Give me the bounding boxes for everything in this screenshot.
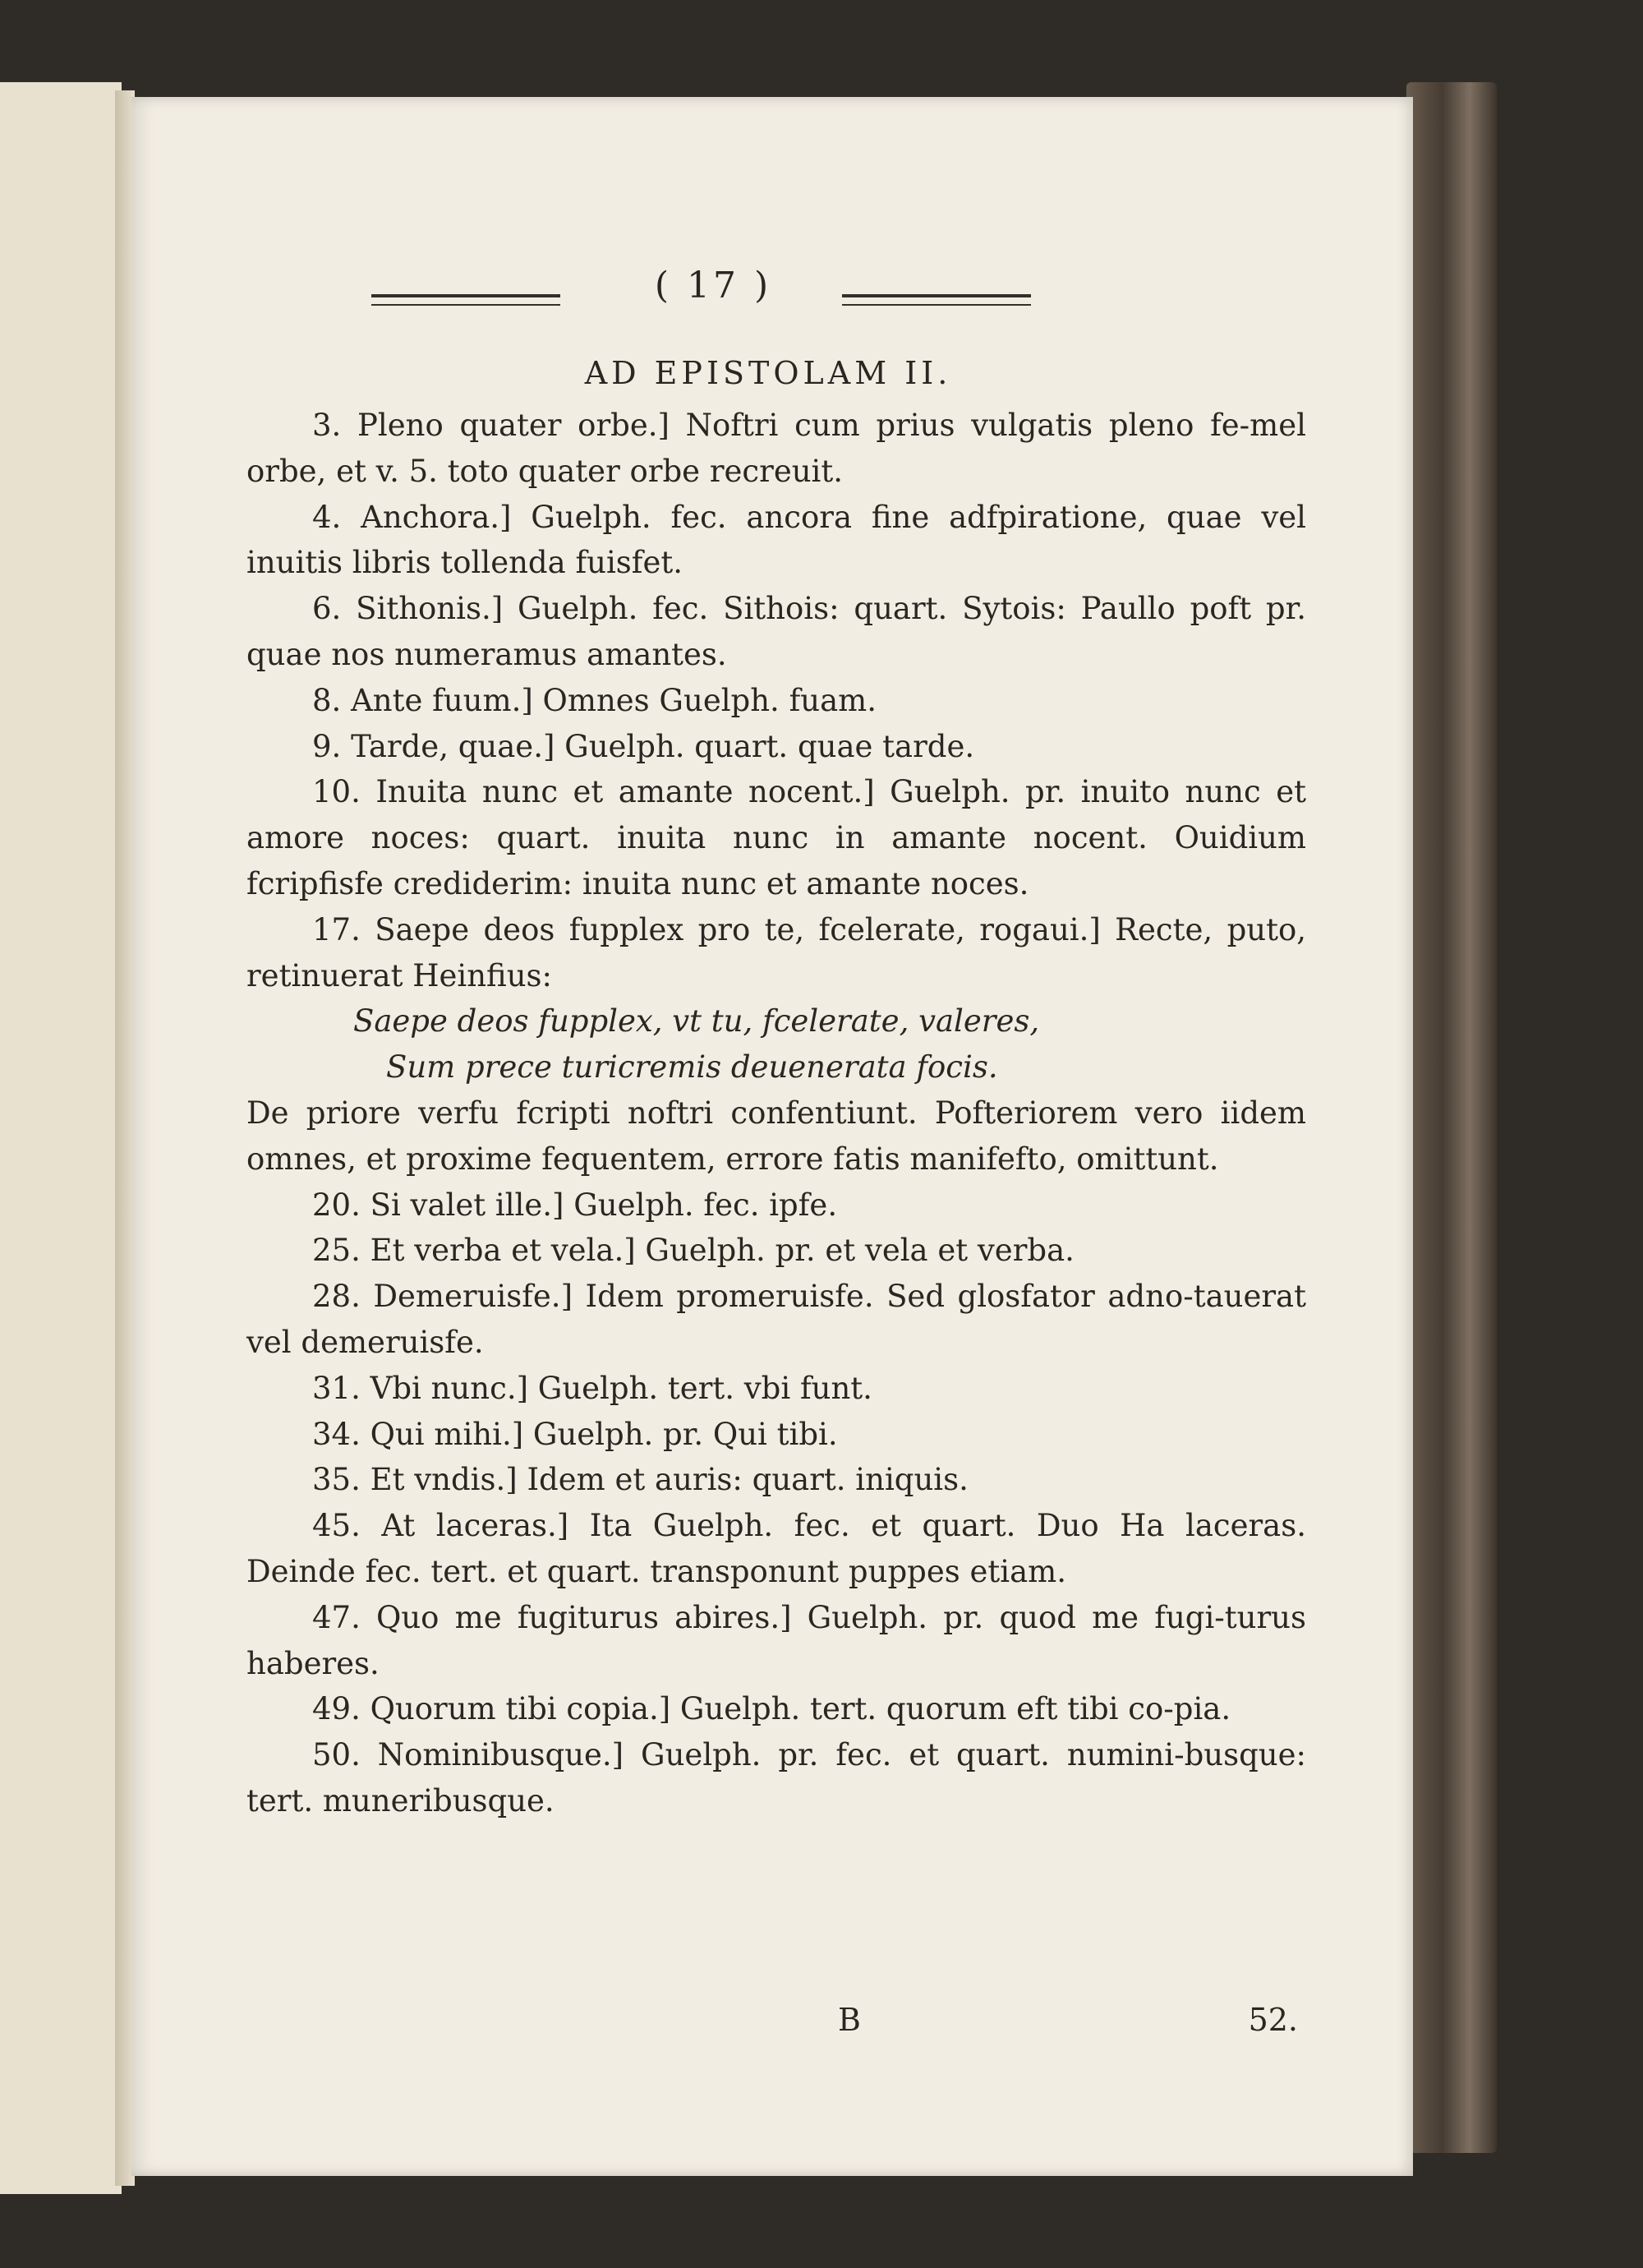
running-title: AD EPISTOLAM II. [584, 355, 952, 391]
note-paragraph: 45. At laceras.] Ita Guelph. fec. et quart. Duo Ha laceras. Deinde fec. tert. et quart. transponunt puppes etiam. [246, 1508, 1306, 1589]
catchword: 52. [1248, 2002, 1298, 2038]
note-paragraph: 6. Sithonis.] Guelph. fec. Sithois: quart. Sytois: Paullo poft pr. quae nos numeramus amantes. [246, 591, 1306, 672]
page-body [246, 403, 1306, 1824]
note-paragraph: 8. Ante fuum.] Omnes Guelph. fuam. [312, 682, 877, 718]
note-paragraph: De priore verfu fcripti noftri confentiunt. Pofteriorem vero iidem omnes, et proxime fequentem, errore fatis manifefto, omittunt. [246, 1095, 1306, 1177]
note-paragraph: 50. Nominibusque.] Guelph. pr. fec. et quart. numini-busque: tert. muneribusque. [246, 1737, 1306, 1819]
book-page [131, 97, 1413, 2176]
note-paragraph: 47. Quo me fugiturus abires.] Guelph. pr. quod me fugi-turus haberes. [246, 1599, 1306, 1681]
page-number: ( 17 ) [654, 265, 772, 307]
verse-line: Sum prece turicremis deuenerata focis. [386, 1049, 998, 1086]
note-paragraph: 9. Tarde, quae.] Guelph. quart. quae tarde. [312, 728, 975, 764]
note-paragraph: 17. Saepe deos fupplex pro te, fcelerate, rogaui.] Recte, puto, retinuerat Heinfius: [246, 911, 1306, 993]
note-paragraph: 3. Pleno quater orbe.] Noftri cum prius vulgatis pleno fe-mel orbe, et v. 5. toto quater orbe recreuit. [246, 408, 1306, 489]
note-paragraph: 10. Inuita nunc et amante nocent.] Guelph. pr. inuito nunc et amore noces: quart. inuita nunc in amante nocent. Ouidium fcripfisfe crediderim: inuita nunc et amante noces. [246, 774, 1306, 901]
note-paragraph: 35. Et vndis.] Idem et auris: quart. iniquis. [312, 1462, 969, 1498]
note-paragraph: 34. Qui mihi.] Guelph. pr. Qui tibi. [312, 1416, 838, 1452]
header-rule-left [371, 294, 560, 306]
book-spine-edge [1406, 82, 1497, 2153]
header-rule-right [842, 294, 1031, 306]
note-paragraph: 20. Si valet ille.] Guelph. fec. ipfe. [312, 1187, 838, 1223]
facing-page-edge [0, 82, 122, 2194]
signature-mark: B [838, 2002, 861, 2038]
verse-line: Saepe deos fupplex, vt tu, fcelerate, valeres, [353, 1003, 1040, 1040]
note-paragraph: 4. Anchora.] Guelph. fec. ancora fine adfpiratione, quae vel inuitis libris tollenda fuisfet. [246, 499, 1306, 581]
page-header [131, 265, 1413, 339]
note-paragraph: 31. Vbi nunc.] Guelph. tert. vbi funt. [312, 1370, 872, 1406]
page-footer [246, 2002, 1306, 2051]
note-paragraph: 25. Et verba et vela.] Guelph. pr. et vela et verba. [312, 1233, 1075, 1269]
note-paragraph: 49. Quorum tibi copia.] Guelph. tert. quorum eft tibi co-pia. [312, 1691, 1231, 1727]
note-paragraph: 28. Demeruisfe.] Idem promeruisfe. Sed glosfator adno-tauerat vel demeruisfe. [246, 1279, 1306, 1360]
